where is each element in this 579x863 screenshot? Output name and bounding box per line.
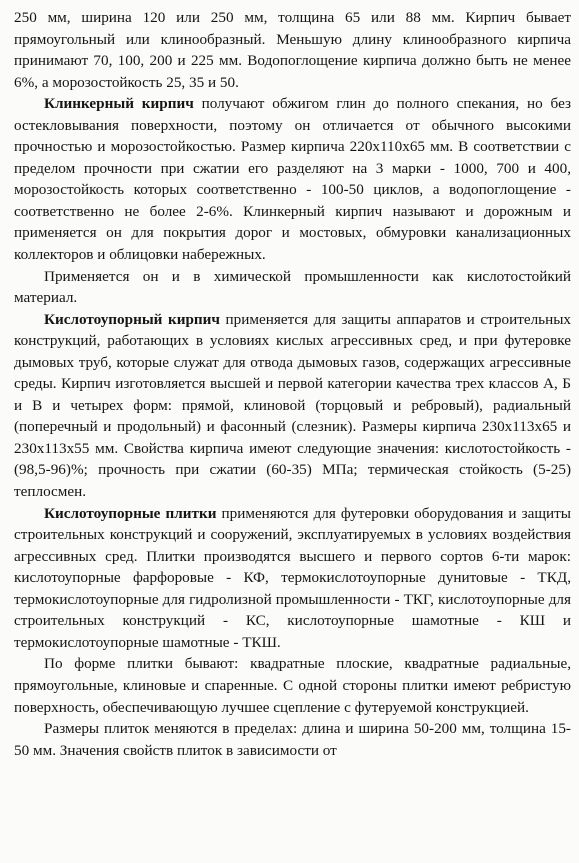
- paragraph-tile-sizes: [14, 718, 571, 761]
- term-acid-resistant-brick: Кислотоупорный кирпич: [44, 310, 220, 328]
- term-clinker-brick: Клинкерный кирпич: [44, 95, 194, 113]
- paragraph-text: 250 мм, ширина 120 или 250 мм, толщина 65 или 88 мм. Кирпич бывает прямоугольный или клинообразный. Меньшую длину клинообразного кирпича принимают 70, 100, 200 и 225 мм. Водопоглощение кирпича должно быть не менее 6%, а морозостойкость 25, 35 и 50.: [14, 9, 571, 91]
- paragraph-text: применяются для футеровки оборудования и защиты строительных конструкций и сооружений, эксплуатируемых в условиях воздействия агрессивных сред. Плитки производятся высшего и первого сортов 6-ти марок: кислотоупорные фарфоровые - КФ, термокислотоупорные дунитовые - ТКД, термокислотоупорные для гидролизной промышленности - ТКГ, кислотоупорные для строительных конструкций - КС, кислотоупорные шамотные - КШ и термокислотоупорные шамотные - ТКШ.: [14, 504, 571, 651]
- paragraph-brick-dimensions: [14, 7, 571, 93]
- paragraph-chemical-industry: [14, 266, 571, 309]
- paragraph-text: Размеры плиток меняются в пределах: длина и ширина 50-200 мм, толщина 15-50 мм. Значения свойств плиток в зависимости от: [14, 720, 571, 759]
- paragraph-text: применяется для защиты аппаратов и строительных конструкций, работающих в условиях кислых агрессивных сред, и при футеровке дымовых труб, которые служат для отвода дымовых газов, содержащих агрессивные среды. Кирпич изготовляется высшей и первой категории качества трех классов А, Б и В и четырех форм: прямой, клиновой (торцовый и ребровый), радиальный (поперечный и продольный) и фасонный (слезник). Размеры кирпича 230х113х65 и 230х113х55 мм. Свойства кирпича имеют следующие значения: кислотостойкость - (98,5-96)%; прочность при сжатии (60-35) МПа; термическая стойкость (5-25) теплосмен.: [14, 310, 572, 501]
- paragraph-clinker-brick: [14, 93, 571, 265]
- paragraph-acid-resistant-tiles: [14, 503, 571, 654]
- document-body: [14, 7, 571, 761]
- paragraph-text: По форме плитки бывают: квадратные плоские, квадратные радиальные, прямоугольные, клиновые и спаренные. С одной стороны плитки имеют ребристую поверхность, обеспечивающую лучшее сцепление с футеруемой конструкцией.: [14, 655, 571, 716]
- term-acid-resistant-tiles: Кислотоупорные плитки: [44, 504, 217, 522]
- paragraph-text: получают обжигом глин до полного спекания, но без остекловывания поверхности, поэтому он отличается от обычного высокими прочностью и морозостойкостью. Размер кирпича 220х110х65 мм. В соответствии с пределом прочности при сжатии его разделяют на 3 марки - 1000, 700 и 400, морозостойкость которых соответственно - 100-50 циклов, а водопоглощение - соответственно не более 2-6%. Клинкерный кирпич называют и дорожным и применяется он для покрытия дорог и мостовых, обмуровки канализационных коллекторов и облицовки набережных.: [14, 95, 572, 264]
- paragraph-tile-shapes: [14, 653, 571, 718]
- paragraph-acid-resistant-brick: [14, 309, 571, 503]
- paragraph-text: Применяется он и в химической промышленности как кислотостойкий материал.: [14, 267, 571, 307]
